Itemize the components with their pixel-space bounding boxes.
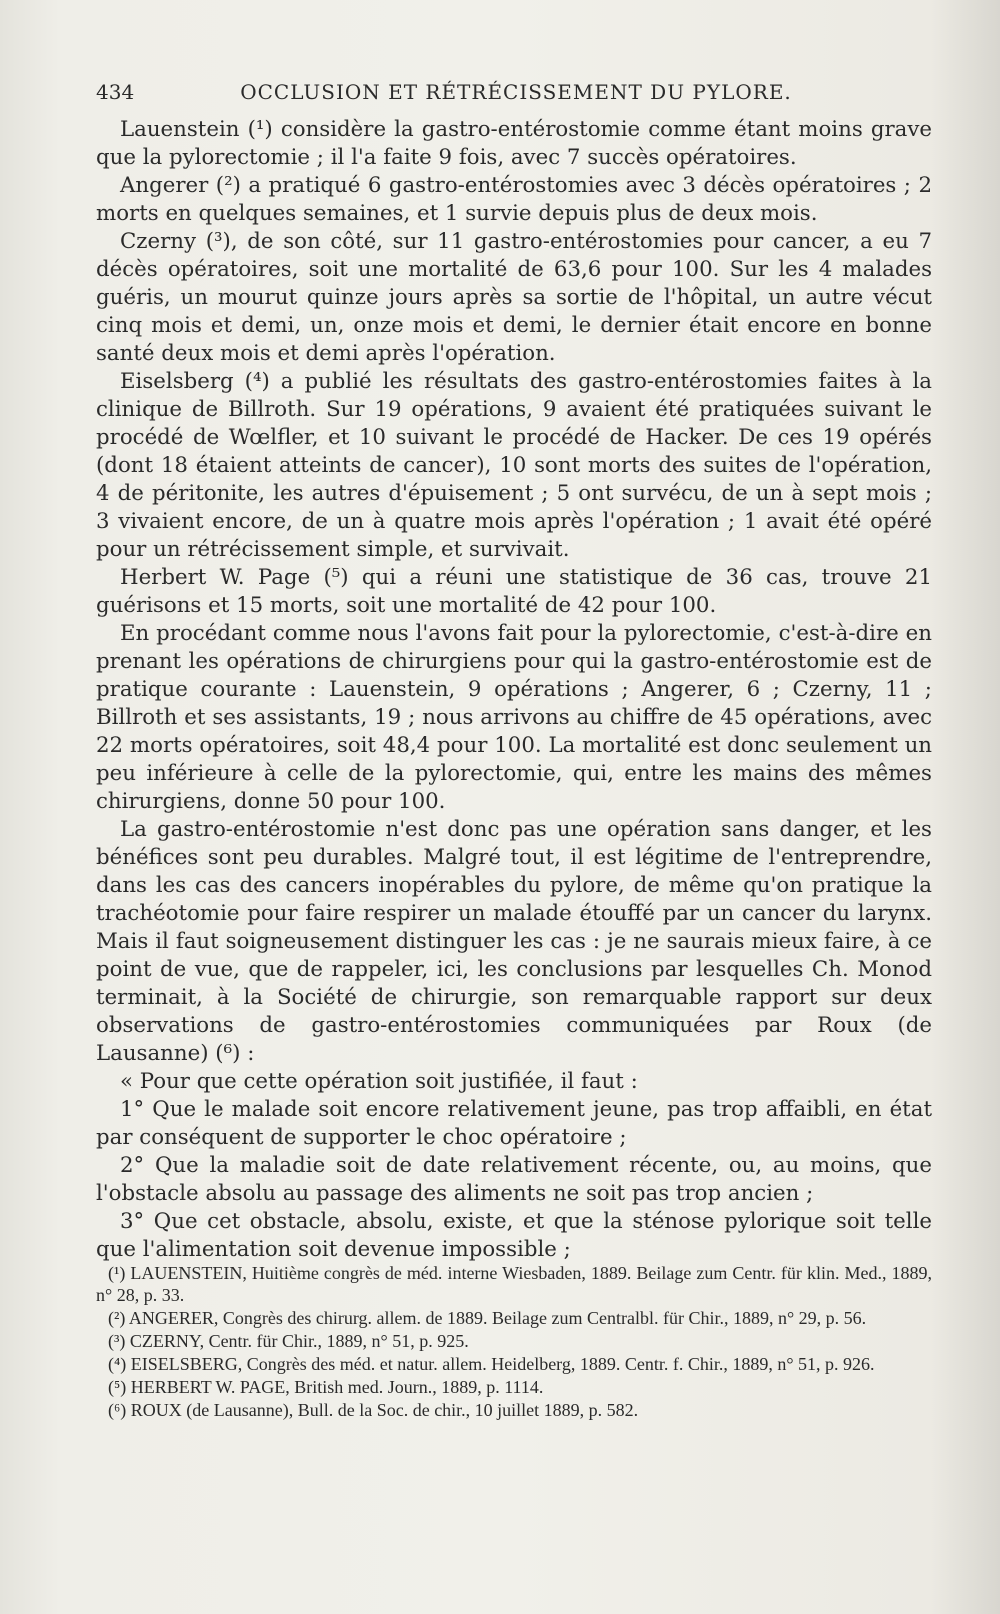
paragraph-eiselsberg: Eiselsberg (⁴) a publié les résultats des gastro-entérostomies faites à la clinique de Billroth. Sur 19 opérations, 9 avaient été pratiquées suivant le procédé de Wœlfler, et 10 suivant le procédé de Hacker. De ces 19 opérés (dont 18 étaient atteints de cancer), 10 sont morts des suites de l'opération, 4 de péritonite, les autres d'épuisement ; 5 ont survécu, de un à sept mois ; 3 vivaient encore, de un à quatre mois après l'opération ; 1 avait été opéré pour un rétrécissement simple, et survivait. bbox=[96, 369, 932, 562]
footnote-3: (³) CZERNY, Centr. für Chir., 1889, n° 51, p. 925. bbox=[108, 1331, 469, 1351]
paragraph-summary: En procédant comme nous l'avons fait pour la pylorectomie, c'est-à-dire en prenant les opérations de chirurgiens pour qui la gastro-entérostomie est de pratique courante : Lauenstein, 9 opérations ; Angerer, 6 ; Czerny, 11 ; Billroth et ses assistants, 19 ; nous arrivons au chiffre de 45 opérations, avec 22 morts opératoires, soit 48,4 pour 100. La mortalité est donc seulement un peu inférieure à celle de la pylorectomie, qui, entre les mains des mêmes chirurgiens, donne 50 pour 100. bbox=[96, 621, 932, 814]
footnote-2: (²) ANGERER, Congrès des chirurg. allem. de 1889. Beilage zum Centralbl. für Chir., 1889, n° 29, p. 56. bbox=[108, 1308, 867, 1328]
paragraph-condition-3: 3° Que cet obstacle, absolu, existe, et que la sténose pylorique soit telle que l'alimentation soit devenue impossible ; bbox=[96, 1209, 932, 1262]
paragraph-czerny: Czerny (³), de son côté, sur 11 gastro-entérostomies pour cancer, a eu 7 décès opératoires, soit une mortalité de 63,6 pour 100. Sur les 4 malades guéris, un mourut quinze jours après sa sortie de l'hôpital, un autre vécut cinq mois et demi, un, onze mois et demi, le dernier était encore en bonne santé deux mois et demi après l'opération. bbox=[96, 229, 932, 366]
running-title: OCCLUSION ET RÉTRÉCISSEMENT DU PYLORE. bbox=[240, 80, 792, 104]
paragraph-angerer: Angerer (²) a pratiqué 6 gastro-entérostomies avec 3 décès opératoires ; 2 morts en quelques semaines, et 1 survie depuis plus de deux mois. bbox=[96, 173, 932, 226]
paragraph-condition-2: 2° Que la maladie soit de date relativement récente, ou, au moins, que l'obstacle absolu au passage des aliments ne soit pas trop ancien ; bbox=[96, 1153, 932, 1206]
paragraph-lauenstein: Lauenstein (¹) considère la gastro-entérostomie comme étant moins grave que la pylorectomie ; il l'a faite 9 fois, avec 7 succès opératoires. bbox=[96, 117, 932, 170]
page-header bbox=[96, 80, 936, 112]
paragraph-page: Herbert W. Page (⁵) qui a réuni une statistique de 36 cas, trouve 21 guérisons et 15 morts, soit une mortalité de 42 pour 100. bbox=[96, 565, 932, 618]
body-text bbox=[96, 116, 932, 1264]
footnote-1: (¹) LAUENSTEIN, Huitième congrès de méd. interne Wiesbaden, 1889. Beilage zum Centr. für klin. Med., 1889, n° 28, p. 33. bbox=[96, 1263, 932, 1305]
footnote-6: (⁶) ROUX (de Lausanne), Bull. de la Soc. de chir., 10 juillet 1889, p. 582. bbox=[108, 1400, 639, 1420]
footnotes bbox=[96, 1262, 932, 1422]
paragraph-conclusion: La gastro-entérostomie n'est donc pas une opération sans danger, et les bénéfices sont peu durables. Malgré tout, il est légitime de l'entreprendre, dans les cas des cancers inopérables du pylore, de même qu'on pratique la trachéotomie pour faire respirer un malade étouffé par un cancer du larynx. Mais il faut soigneusement distinguer les cas : je ne saurais mieux faire, à ce point de vue, que de rappeler, ici, les conclusions par lesquelles Ch. Monod terminait, à la Société de chirurgie, son remarquable rapport sur deux observations de gastro-entérostomies communiquées par Roux (de Lausanne) (⁶) : bbox=[96, 817, 932, 1066]
paragraph-quote-intro: « Pour que cette opération soit justifiée, il faut : bbox=[120, 1069, 638, 1094]
footnote-4: (⁴) EISELSBERG, Congrès des méd. et natur. allem. Heidelberg, 1889. Centr. f. Chir., 1889, n° 51, p. 926. bbox=[108, 1354, 875, 1374]
page-number: 434 bbox=[96, 80, 135, 104]
paragraph-condition-1: 1° Que le malade soit encore relativement jeune, pas trop affaibli, en état par conséquent de supporter le choc opératoire ; bbox=[96, 1097, 932, 1150]
footnote-5: (⁵) HERBERT W. PAGE, British med. Journ., 1889, p. 1114. bbox=[108, 1377, 544, 1397]
